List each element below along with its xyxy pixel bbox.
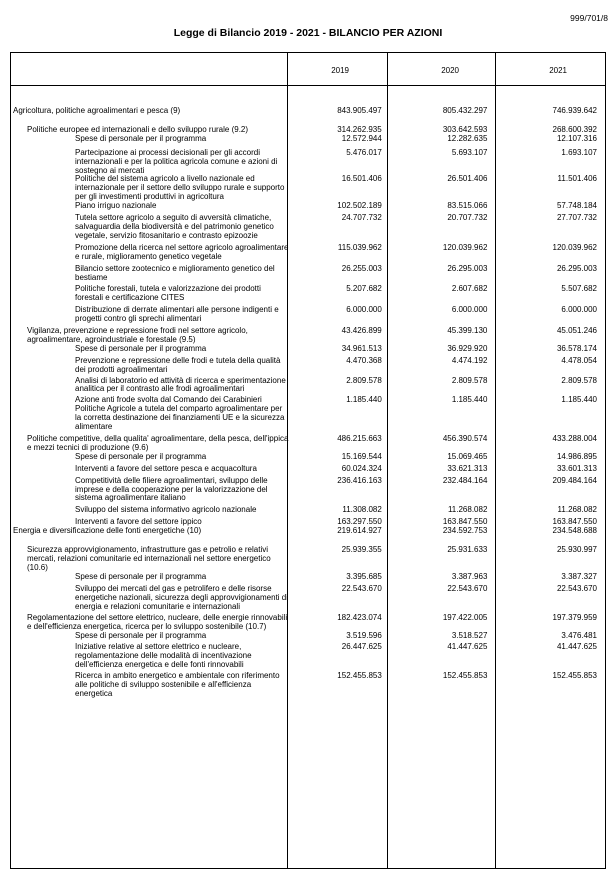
table-row	[11, 632, 605, 641]
value-2021: 197.379.959	[552, 613, 597, 623]
value-2019: 16.501.406	[341, 174, 382, 184]
row-label: Partecipazione ai processi decisionali per gli accordi internazionali e per la politica agricola comune e azioni di sostegno ai mercati	[75, 147, 278, 175]
table-row	[11, 214, 605, 241]
value-2019: 115.039.962	[337, 242, 382, 252]
value-2020: 11.268.082	[447, 505, 488, 515]
value-2021: 1.185.440	[561, 395, 597, 405]
value-2019: 43.426.899	[341, 326, 382, 336]
document-reference: 999/701/8	[570, 13, 608, 23]
value-2020: 45.399.130	[447, 326, 488, 336]
value-2021: 4.478.054	[561, 355, 597, 365]
value-2019: 182.423.074	[337, 613, 382, 623]
value-2020: 4.474.192	[451, 355, 488, 365]
value-2021: 746.939.642	[552, 106, 597, 115]
table-row	[11, 465, 605, 474]
value-2020: 232.484.164	[442, 475, 488, 485]
value-2020: 6.000.000	[451, 305, 488, 315]
value-2019: 314.262.935	[337, 124, 382, 134]
row-label: Piano irriguo nazionale	[75, 201, 157, 211]
value-2020: 22.543.670	[447, 583, 488, 593]
table-row	[11, 477, 605, 504]
value-2020: 456.390.574	[442, 434, 488, 443]
value-2019: 6.000.000	[346, 305, 382, 315]
row-label: Spese di personale per il programma	[75, 451, 207, 461]
value-2020: 26.501.406	[447, 174, 488, 184]
value-2020: 2.809.578	[451, 375, 488, 385]
row-label: Energia e diversificazione delle fonti energetiche (10)	[13, 526, 202, 536]
value-2021: 6.000.000	[561, 305, 597, 315]
table-row	[11, 643, 605, 670]
value-2020: 36.929.920	[447, 343, 488, 353]
value-2019: 102.502.189	[337, 201, 382, 211]
row-label: Politiche competitive, della qualita' agroalimentare, della pesca, dell'ippica e mezzi tecnici di produzione (9.6)	[27, 434, 289, 452]
row-label: Agricoltura, politiche agroalimentari e pesca (9)	[13, 106, 181, 115]
value-2021: 22.543.670	[556, 583, 597, 593]
table-row	[11, 585, 605, 612]
value-2019: 843.905.497	[337, 106, 382, 115]
value-2019: 163.297.550	[337, 517, 382, 527]
value-2021: 26.295.003	[556, 263, 597, 273]
row-label: Regolamentazione del settore elettrico, nucleare, delle energie rinnovabili e dell'efficienza energetica, ricerca per lo sviluppo sostenibile (10.7)	[27, 613, 288, 632]
value-2019: 60.024.324	[341, 463, 382, 473]
row-label: Tutela settore agricolo a seguito di avversità climatiche, salvaguardia della biodiversità e del patrimonio genetico vegetale, servizio fitosanitario e contrasto epizoozie	[75, 213, 274, 240]
value-2021: 12.107.316	[556, 133, 597, 143]
value-2019: 24.707.732	[341, 213, 382, 223]
value-2021: 433.288.004	[552, 434, 597, 443]
row-label: Politiche del sistema agricolo a livello nazionale ed internazionale per il settore dello sviluppo rurale e supporto per gli investimenti produttivi in agricoltura	[75, 174, 285, 202]
row-label: Spese di personale per il programma	[75, 631, 207, 641]
value-2020: 197.422.005	[442, 613, 488, 623]
value-2020: 3.518.527	[451, 631, 488, 641]
table-row	[11, 614, 605, 632]
table-row	[11, 573, 605, 582]
value-2019: 152.455.853	[337, 670, 382, 680]
value-2021: 27.707.732	[556, 213, 597, 223]
value-2019: 2.809.578	[346, 375, 382, 385]
column-header-2021: 2021	[549, 66, 567, 75]
row-label: Vigilanza, prevenzione e repressione frodi nel settore agricolo, agroalimentare, agroindustriale e forestale (9.5)	[27, 326, 248, 344]
table-row	[11, 107, 605, 116]
column-header-2020: 2020	[441, 66, 459, 75]
value-2019: 4.470.368	[346, 355, 382, 365]
value-2019: 486.215.663	[337, 434, 382, 443]
table-row	[11, 396, 605, 432]
value-2020: 234.592.753	[442, 526, 488, 536]
value-2021: 41.447.625	[556, 642, 597, 652]
value-2020: 2.607.682	[451, 284, 488, 294]
value-2021: 14.986.895	[556, 451, 597, 461]
row-label: Spese di personale per il programma	[75, 571, 207, 581]
column-header-2019: 2019	[331, 66, 349, 75]
value-2019: 3.519.596	[346, 631, 382, 641]
value-2021: 57.748.184	[556, 201, 597, 211]
value-2019: 34.961.513	[341, 343, 382, 353]
table-row	[11, 135, 605, 144]
value-2020: 1.185.440	[451, 395, 488, 405]
value-2021: 33.601.313	[556, 463, 597, 473]
value-2019: 26.255.003	[341, 263, 382, 273]
value-2020: 163.847.550	[442, 517, 488, 527]
row-label: Politiche forestali, tutela e valorizzazione dei prodotti forestali e certificazione CITES	[75, 284, 261, 303]
value-2020: 41.447.625	[447, 642, 488, 652]
row-label: Sviluppo dei mercati del gas e petrolifero e delle risorse energetiche nazionali, sicurezza degli approvvigionamenti di energia e relazioni comunitarie e internazionali	[75, 583, 289, 611]
table-row	[11, 202, 605, 211]
value-2020: 20.707.732	[447, 213, 488, 223]
value-2019: 26.447.625	[341, 642, 382, 652]
value-2020: 15.069.465	[447, 451, 488, 461]
table-row	[11, 265, 605, 283]
table-row	[11, 672, 605, 699]
value-2021: 11.268.082	[557, 505, 597, 515]
value-2020: 303.642.593	[442, 124, 488, 134]
table-row	[11, 546, 605, 573]
value-2020: 83.515.066	[447, 201, 488, 211]
row-label: Distribuzione di derrate alimentari alle persone indigenti e progetti contro gli sprechi alimentari	[75, 305, 279, 324]
value-2021: 11.501.406	[557, 174, 597, 184]
value-2021: 25.930.997	[556, 545, 597, 555]
value-2020: 5.693.107	[451, 147, 488, 157]
row-label: Promozione della ricerca nel settore agricolo agroalimentare e rurale, miglioramento genetico vegetale	[75, 242, 289, 261]
value-2021: 3.476.481	[561, 631, 597, 641]
value-2019: 5.476.017	[346, 147, 382, 157]
table-row	[11, 527, 605, 536]
row-label: Azione anti frode svolta dal Comando dei Carabinieri Politiche Agricole a tutela del comparto agroalimentare per la corretta destinazione dei finanziamenti UE e la sicurezza alimentare	[75, 395, 285, 432]
value-2021: 163.847.550	[552, 517, 597, 527]
value-2021: 2.809.578	[561, 375, 597, 385]
header-divider	[11, 85, 605, 86]
row-label: Interventi a favore del settore pesca e acquacoltura	[75, 463, 257, 473]
table-row	[11, 357, 605, 375]
value-2019: 5.207.682	[346, 284, 382, 294]
value-2019: 219.614.927	[337, 526, 382, 536]
value-2021: 1.693.107	[561, 147, 597, 157]
row-label: Sviluppo del sistema informativo agricolo nazionale	[75, 505, 257, 515]
value-2020: 25.931.633	[447, 545, 488, 555]
row-label: Competitività delle filiere agroalimentari, sviluppo delle imprese e della cooperazione per la valorizzazione del sistema agroalimentare italiano	[75, 475, 268, 503]
value-2021: 45.051.246	[556, 326, 597, 336]
value-2019: 12.572.944	[341, 133, 382, 143]
table-row	[11, 345, 605, 354]
value-2020: 152.455.853	[442, 670, 488, 680]
row-label: Interventi a favore del settore ippico	[75, 517, 202, 527]
row-label: Spese di personale per il programma	[75, 133, 207, 143]
table-row	[11, 244, 605, 262]
row-label: Bilancio settore zootecnico e miglioramento genetico del bestiame	[75, 263, 275, 282]
value-2020: 12.282.635	[447, 133, 488, 143]
table-row	[11, 306, 605, 324]
table-row	[11, 285, 605, 303]
value-2019: 1.185.440	[346, 395, 382, 405]
value-2021: 268.600.392	[552, 124, 597, 134]
value-2019: 236.416.163	[337, 475, 382, 485]
row-label: Iniziative relative al settore elettrico e nucleare, regolamentazione delle modalità di incentivazione dell'efficienza energetica e delle fonti rinnovabili	[75, 642, 252, 669]
table-row	[11, 453, 605, 462]
value-2021: 5.507.682	[561, 284, 597, 294]
value-2019: 15.169.544	[341, 451, 382, 461]
row-label: Spese di personale per il programma	[75, 343, 207, 353]
row-label: Analisi di laboratorio ed attività di ricerca e sperimentazione analitica per il contrasto alle frodi agroalimentari	[75, 375, 286, 394]
budget-table	[10, 52, 606, 869]
value-2021: 209.484.164	[552, 475, 597, 485]
value-2021: 3.387.327	[561, 571, 597, 581]
table-row	[11, 506, 605, 515]
table-row	[11, 327, 605, 345]
row-label: Prevenzione e repressione delle frodi e tutela della qualità dei prodotti agroalimentari	[75, 355, 281, 374]
value-2021: 234.548.688	[552, 526, 597, 536]
value-2019: 11.308.082	[342, 505, 382, 515]
page-title: Legge di Bilancio 2019 - 2021 - BILANCIO PER AZIONI	[173, 27, 443, 39]
row-label: Ricerca in ambito energetico e ambientale con riferimento alle politiche di sviluppo sostenibile e all'efficienza energetica	[75, 670, 280, 698]
value-2020: 120.039.962	[442, 242, 488, 252]
table-row	[11, 175, 605, 202]
value-2020: 26.295.003	[447, 263, 488, 273]
row-label: Sicurezza approvvigionamento, infrastrutture gas e petrolio e relativi mercati, relazioni comunitarie ed internazionali nel settore energetico (10.6)	[27, 545, 271, 572]
value-2021: 152.455.853	[552, 670, 597, 680]
value-2021: 36.578.174	[556, 343, 597, 353]
table-row	[11, 377, 605, 395]
table-body	[11, 97, 605, 699]
row-label: Politiche europee ed internazionali e dello sviluppo rurale (9.2)	[27, 124, 249, 134]
value-2020: 33.621.313	[447, 463, 488, 473]
value-2020: 805.432.297	[442, 106, 488, 115]
table-row	[11, 435, 605, 453]
value-2020: 3.387.963	[451, 571, 488, 581]
value-2019: 22.543.670	[341, 583, 382, 593]
value-2019: 3.395.685	[346, 571, 382, 581]
table-row	[11, 149, 605, 176]
value-2021: 120.039.962	[552, 242, 597, 252]
value-2019: 25.939.355	[341, 545, 382, 555]
